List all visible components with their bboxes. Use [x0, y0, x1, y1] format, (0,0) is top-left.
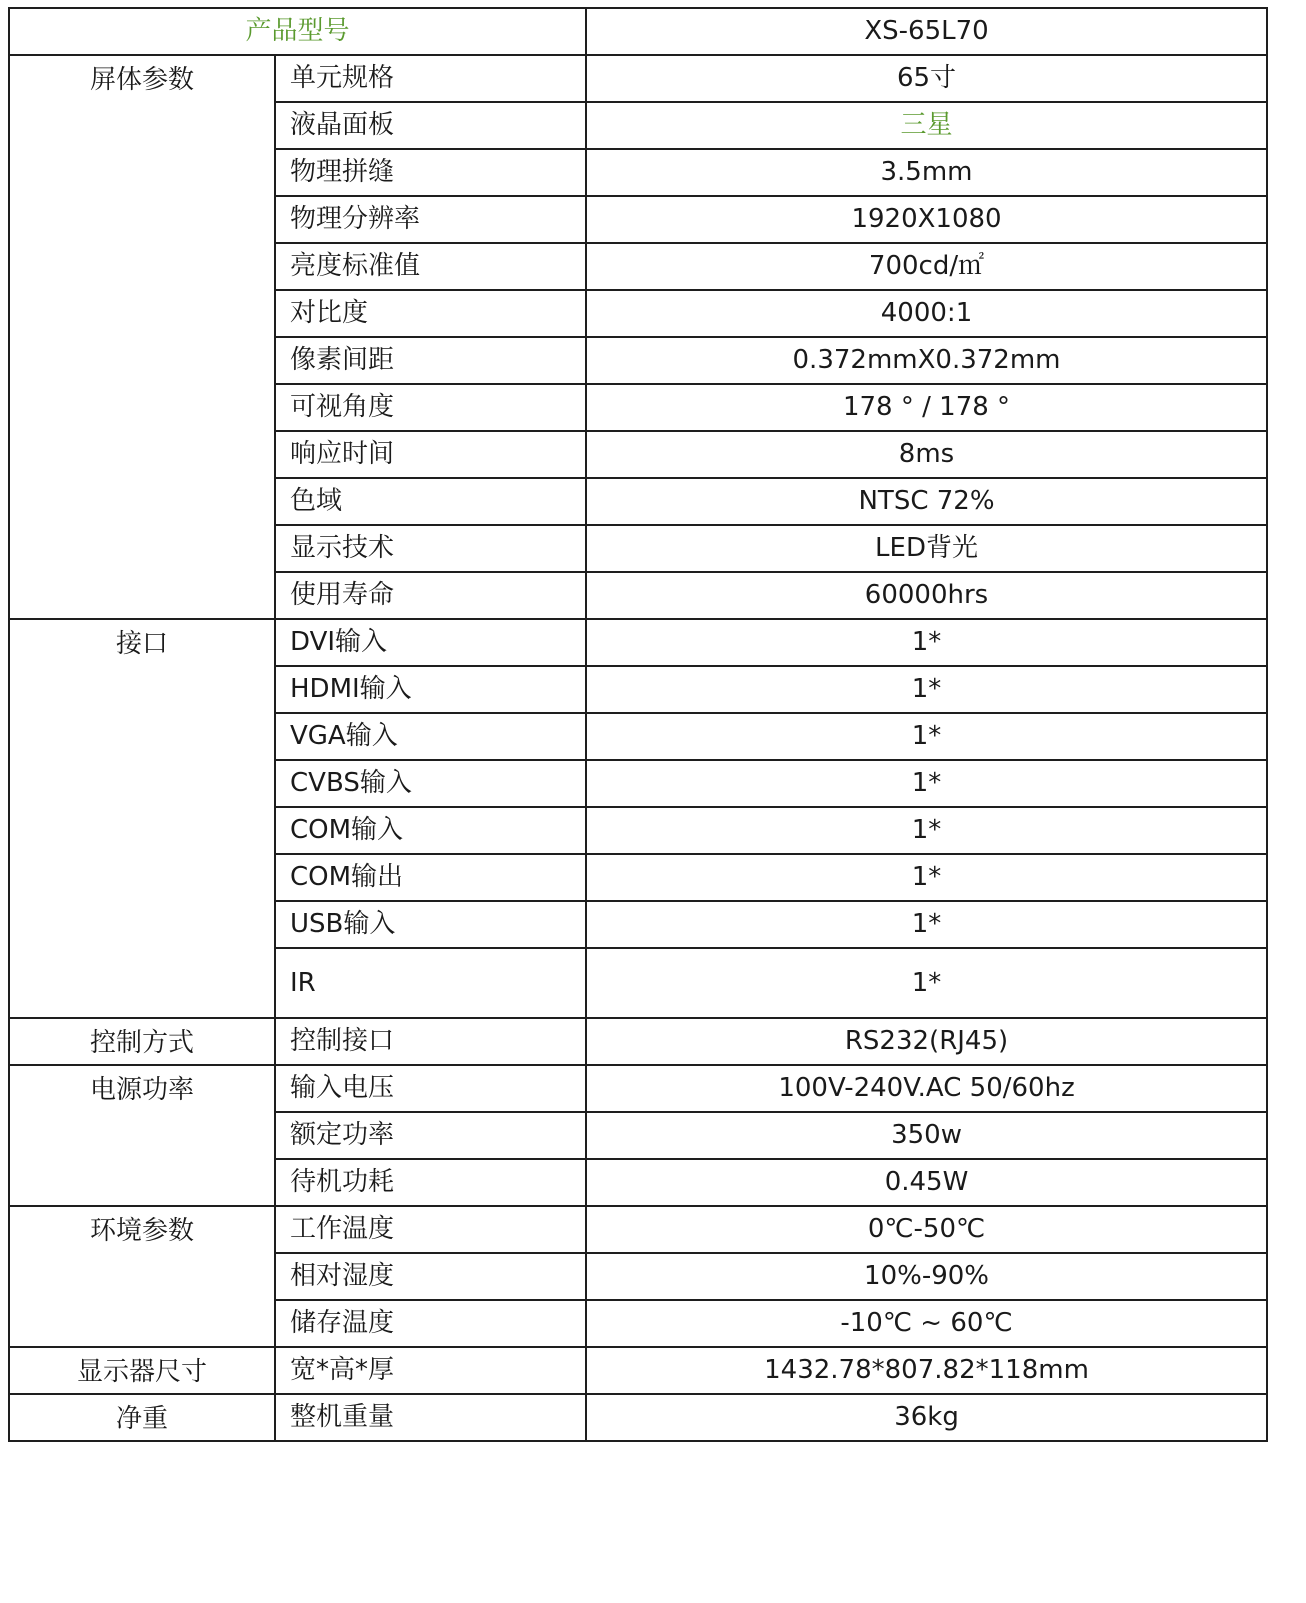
value-cell: LED背光	[586, 525, 1267, 572]
value-cell: 700cd/㎡	[586, 243, 1267, 290]
category-cell: 环境参数	[9, 1206, 275, 1347]
value-cell: 1432.78*807.82*118mm	[586, 1347, 1267, 1394]
spec-table	[8, 7, 1268, 1442]
table-row	[9, 1065, 1267, 1112]
value-cell: 36kg	[586, 1394, 1267, 1441]
value-cell: 1*	[586, 901, 1267, 948]
table-row	[9, 1018, 1267, 1065]
category-cell: 屏体参数	[9, 55, 275, 619]
table-row	[9, 55, 1267, 102]
category-cell: 接口	[9, 619, 275, 1018]
param-cell: VGA输入	[275, 713, 586, 760]
table-row	[9, 619, 1267, 666]
param-cell: HDMI输入	[275, 666, 586, 713]
value-cell: 3.5mm	[586, 149, 1267, 196]
param-cell: 整机重量	[275, 1394, 586, 1441]
value-cell: RS232(RJ45)	[586, 1018, 1267, 1065]
param-cell: 响应时间	[275, 431, 586, 478]
value-cell: NTSC 72%	[586, 478, 1267, 525]
param-cell: 使用寿命	[275, 572, 586, 619]
param-cell: 储存温度	[275, 1300, 586, 1347]
param-cell: 亮度标准值	[275, 243, 586, 290]
value-cell: 1*	[586, 854, 1267, 901]
table-row	[9, 1206, 1267, 1253]
category-cell: 电源功率	[9, 1065, 275, 1206]
value-cell: 1*	[586, 666, 1267, 713]
param-cell: 单元规格	[275, 55, 586, 102]
value-cell: 1*	[586, 760, 1267, 807]
value-cell: 4000:1	[586, 290, 1267, 337]
model-label: 产品型号	[9, 8, 586, 55]
value-cell: 65寸	[586, 55, 1267, 102]
param-cell: 对比度	[275, 290, 586, 337]
category-cell: 净重	[9, 1394, 275, 1441]
param-cell: 物理分辨率	[275, 196, 586, 243]
param-cell: USB输入	[275, 901, 586, 948]
category-cell: 控制方式	[9, 1018, 275, 1065]
param-cell: 额定功率	[275, 1112, 586, 1159]
value-cell: 1*	[586, 807, 1267, 854]
value-cell: 1*	[586, 619, 1267, 666]
param-cell: 控制接口	[275, 1018, 586, 1065]
category-cell: 显示器尺寸	[9, 1347, 275, 1394]
param-cell: 工作温度	[275, 1206, 586, 1253]
param-cell: COM输入	[275, 807, 586, 854]
value-cell: 1*	[586, 713, 1267, 760]
param-cell: 像素间距	[275, 337, 586, 384]
value-cell: 0.372mmX0.372mm	[586, 337, 1267, 384]
value-cell: 10%-90%	[586, 1253, 1267, 1300]
param-cell: 液晶面板	[275, 102, 586, 149]
param-cell: 可视角度	[275, 384, 586, 431]
param-cell: 输入电压	[275, 1065, 586, 1112]
value-cell: 8ms	[586, 431, 1267, 478]
param-cell: 待机功耗	[275, 1159, 586, 1206]
param-cell: 色域	[275, 478, 586, 525]
value-cell: 1920X1080	[586, 196, 1267, 243]
value-cell: 60000hrs	[586, 572, 1267, 619]
value-cell: 350w	[586, 1112, 1267, 1159]
value-cell: 178 ° / 178 °	[586, 384, 1267, 431]
param-cell: DVI输入	[275, 619, 586, 666]
param-cell: 相对湿度	[275, 1253, 586, 1300]
param-cell: 显示技术	[275, 525, 586, 572]
value-cell: 0.45W	[586, 1159, 1267, 1206]
table-row	[9, 1394, 1267, 1441]
param-cell: CVBS输入	[275, 760, 586, 807]
value-cell: 1*	[586, 948, 1267, 1018]
header-row	[9, 8, 1267, 55]
param-cell: 宽*高*厚	[275, 1347, 586, 1394]
value-cell: -10℃ ~ 60℃	[586, 1300, 1267, 1347]
value-cell: 100V-240V.AC 50/60hz	[586, 1065, 1267, 1112]
param-cell: IR	[275, 948, 586, 1018]
value-cell: 0℃-50℃	[586, 1206, 1267, 1253]
param-cell: COM输出	[275, 854, 586, 901]
value-cell: 三星	[586, 102, 1267, 149]
param-cell: 物理拼缝	[275, 149, 586, 196]
model-value: XS-65L70	[586, 8, 1267, 55]
table-row	[9, 1347, 1267, 1394]
